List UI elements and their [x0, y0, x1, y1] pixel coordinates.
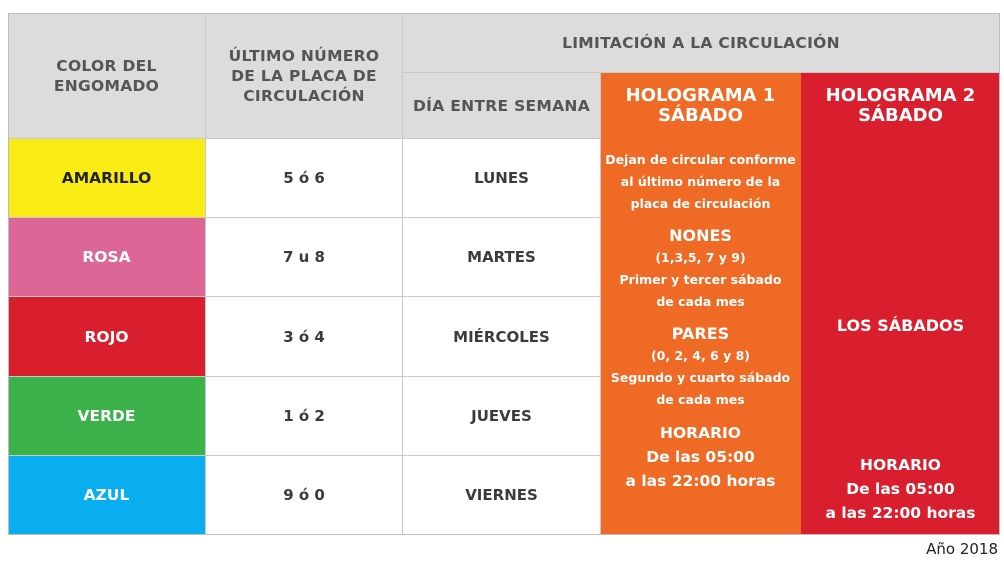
day-label: MARTES — [467, 248, 536, 266]
holo2-title: HOLOGRAMA 2 — [825, 84, 976, 106]
color-label: VERDE — [77, 407, 136, 425]
day-label: MIÉRCOLES — [453, 327, 550, 346]
number-label: 1 ó 2 — [283, 407, 325, 425]
color-swatch-4 — [8, 456, 206, 535]
header-color — [8, 13, 206, 139]
number-cell-4 — [206, 456, 403, 535]
header-number — [206, 13, 403, 139]
holo1-horario-line: De las 05:00 — [646, 448, 755, 466]
day-label: JUEVES — [471, 407, 532, 425]
number-cell-3 — [206, 377, 403, 456]
color-label: ROJO — [84, 327, 129, 346]
color-swatch-1 — [8, 218, 206, 297]
holo2-horario-line: a las 22:00 horas — [825, 504, 976, 522]
number-cell-0 — [206, 139, 403, 218]
holo2-horario-line: De las 05:00 — [846, 480, 955, 498]
holo1-body — [601, 139, 801, 535]
holo1-intro: placa de circulación — [630, 196, 771, 211]
day-cell-2 — [403, 297, 601, 377]
number-cell-2 — [206, 297, 403, 377]
header-number-label: ÚLTIMO NÚMERO DE LA PLACA DE CIRCULACIÓN — [228, 46, 380, 105]
holo1-horario-title: HORARIO — [660, 424, 741, 442]
pares-rule: de cada mes — [656, 392, 745, 407]
holo1-title: HOLOGRAMA 1 — [625, 84, 776, 106]
number-cell-1 — [206, 218, 403, 297]
holo2-subtitle: SÁBADO — [858, 104, 943, 126]
day-label: VIERNES — [465, 486, 538, 504]
header-limitation-label: LIMITACIÓN A LA CIRCULACIÓN — [562, 33, 840, 52]
header-weekday-label: DÍA ENTRE SEMANA — [412, 96, 591, 115]
header-holo2 — [801, 73, 1000, 139]
header-weekday — [403, 73, 601, 139]
circulation-table — [8, 13, 1000, 535]
holo1-intro: al último número de la — [620, 174, 781, 189]
nones-rule: Primer y tercer sábado — [619, 272, 782, 287]
color-swatch-2 — [8, 297, 206, 377]
holo2-body — [801, 139, 1000, 535]
holo2-horario-title: HORARIO — [860, 456, 941, 474]
number-label: 9 ó 0 — [283, 486, 325, 504]
day-label: LUNES — [474, 169, 529, 187]
holo1-horario-line: a las 22:00 horas — [625, 472, 776, 490]
color-swatch-3 — [8, 377, 206, 456]
holo1-subtitle: SÁBADO — [658, 104, 743, 126]
color-label: ROSA — [82, 248, 131, 266]
pares-title: PARES — [671, 324, 730, 343]
color-swatch-0 — [8, 139, 206, 218]
day-cell-1 — [403, 218, 601, 297]
pares-digits: (0, 2, 4, 6 y 8) — [650, 348, 751, 363]
holo1-intro: Dejan de circular conforme — [605, 152, 796, 167]
day-cell-0 — [403, 139, 601, 218]
nones-title: NONES — [669, 226, 732, 245]
number-label: 7 u 8 — [283, 248, 325, 266]
color-label: AZUL — [83, 486, 130, 504]
number-label: 3 ó 4 — [283, 327, 325, 346]
nones-rule: de cada mes — [656, 294, 745, 309]
day-cell-4 — [403, 456, 601, 535]
pares-rule: Segundo y cuarto sábado — [610, 370, 791, 385]
header-holo1 — [601, 73, 801, 139]
header-limitation — [403, 13, 1000, 73]
color-label: AMARILLO — [61, 169, 152, 187]
holo2-main: LOS SÁBADOS — [836, 316, 965, 335]
year-label: Año 2018 — [926, 540, 998, 558]
number-label: 5 ó 6 — [283, 169, 325, 187]
day-cell-3 — [403, 377, 601, 456]
nones-digits: (1,3,5, 7 y 9) — [655, 250, 746, 265]
header-color-label: COLOR DEL ENGOMADO — [53, 56, 160, 95]
